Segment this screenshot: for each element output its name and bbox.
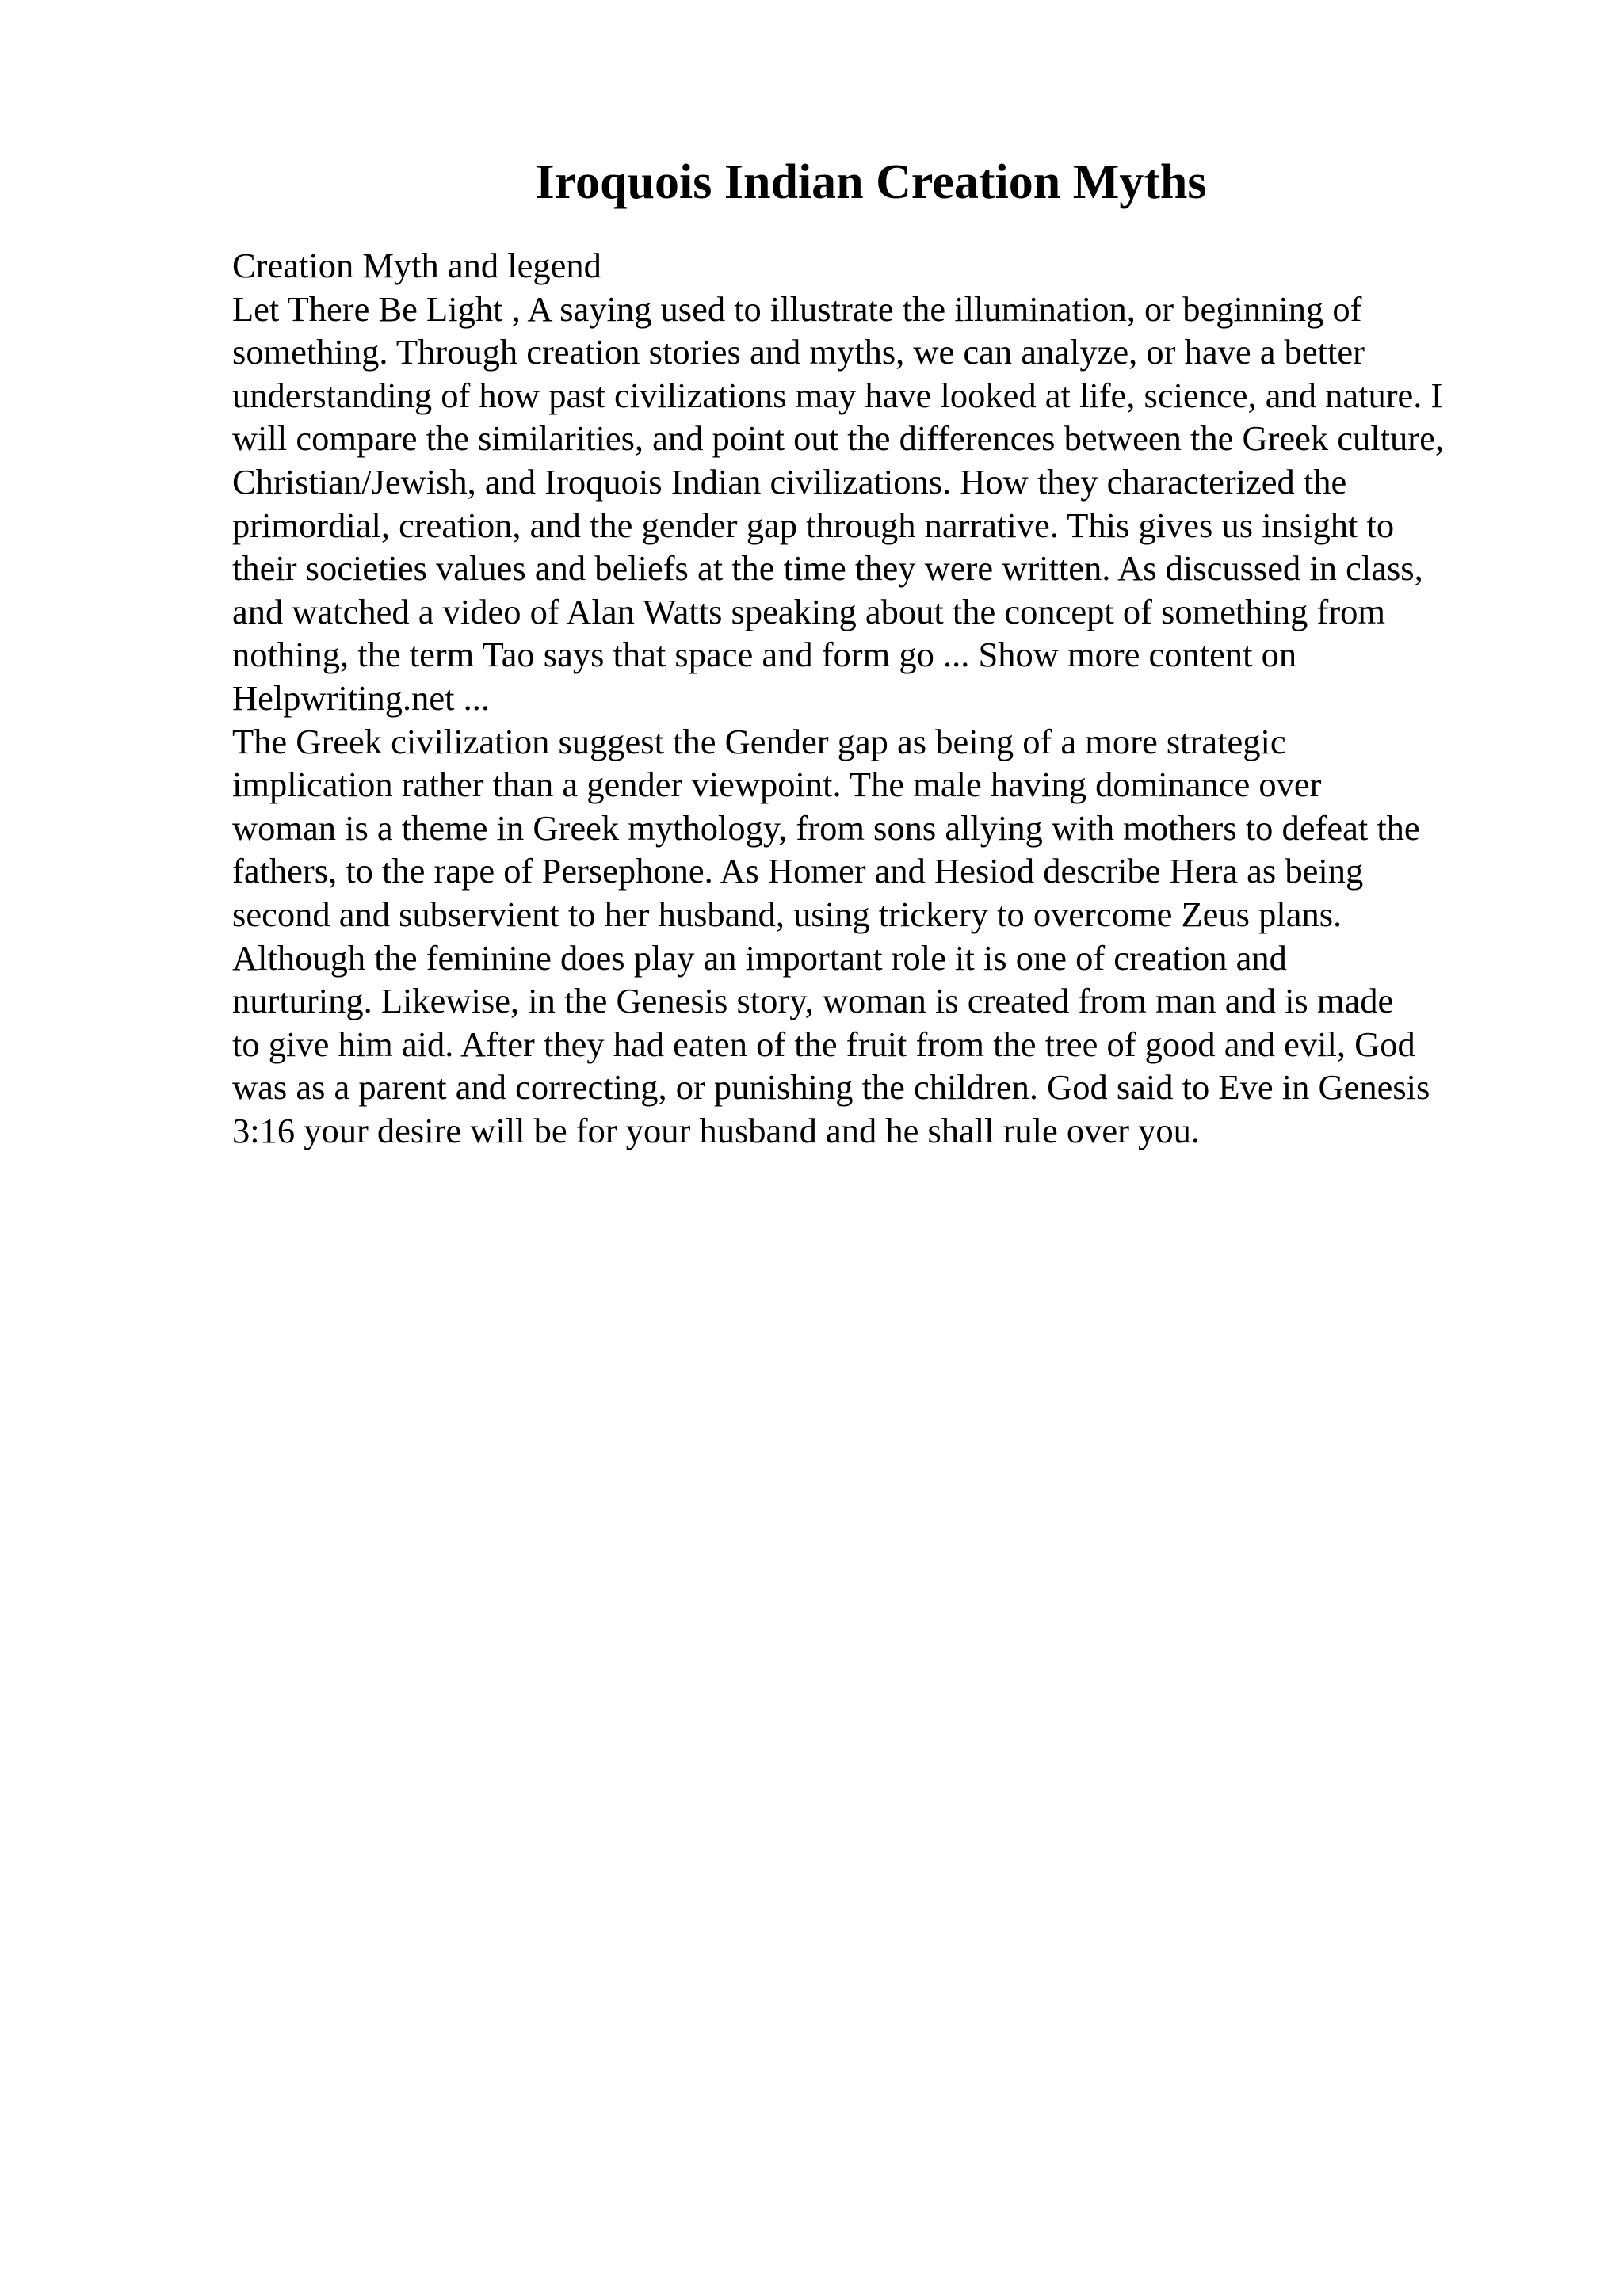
text-line: and watched a video of Alan Watts speaking about the concept of something from [232, 591, 1386, 631]
text-line: second and subservient to her husband, using trickery to overcome Zeus plans. [232, 894, 1342, 934]
text-line: was as a parent and correcting, or punishing the children. God said to Eve in Genesis [232, 1067, 1430, 1108]
text-line: their societies values and beliefs at the time they were written. As discussed in class, [232, 548, 1423, 589]
text-line: 3:16 your desire will be for your husband and he shall rule over you. [232, 1110, 1200, 1150]
text-line: to give him aid. After they had eaten of the fruit from the tree of good and evil, God [232, 1024, 1415, 1064]
text-line: The Greek civilization suggest the Gender gap as being of a more strategic [232, 721, 1286, 761]
text-line-subtitle: Creation Myth and legend [232, 246, 601, 285]
text-line: nothing, the term Tao says that space and form go ... Show more content on [232, 635, 1297, 675]
text-line: woman is a theme in Greek mythology, from sons allying with mothers to defeat the [232, 807, 1420, 848]
text-line-source: Helpwriting.net ... [232, 677, 491, 718]
text-line: Although the feminine does play an important role it is one of creation and [232, 937, 1287, 978]
text-line: Let There Be Light , A saying used to illustrate the illumination, or beginning of [232, 288, 1362, 329]
page-title: Iroquois Indian Creation Myths [535, 155, 1207, 209]
text-line: nurturing. Likewise, in the Genesis story, woman is created from man and is made [232, 981, 1394, 1021]
text-line: fathers, to the rape of Persephone. As Homer and Hesiod describe Hera as being [232, 851, 1364, 891]
text-line: primordial, creation, and the gender gap through narrative. This gives us insight to [232, 505, 1395, 545]
text-line: implication rather than a gender viewpoint. The male having dominance over [232, 765, 1322, 805]
document-body [232, 244, 1516, 1152]
text-line: Christian/Jewish, and Iroquois Indian civilizations. How they characterized the [232, 461, 1347, 502]
text-line: will compare the similarities, and point out the differences between the Greek culture, [232, 418, 1444, 459]
text-line: something. Through creation stories and myths, we can analyze, or have a better [232, 332, 1365, 372]
text-line: understanding of how past civilizations may have looked at life, science, and nature. I [232, 375, 1443, 415]
